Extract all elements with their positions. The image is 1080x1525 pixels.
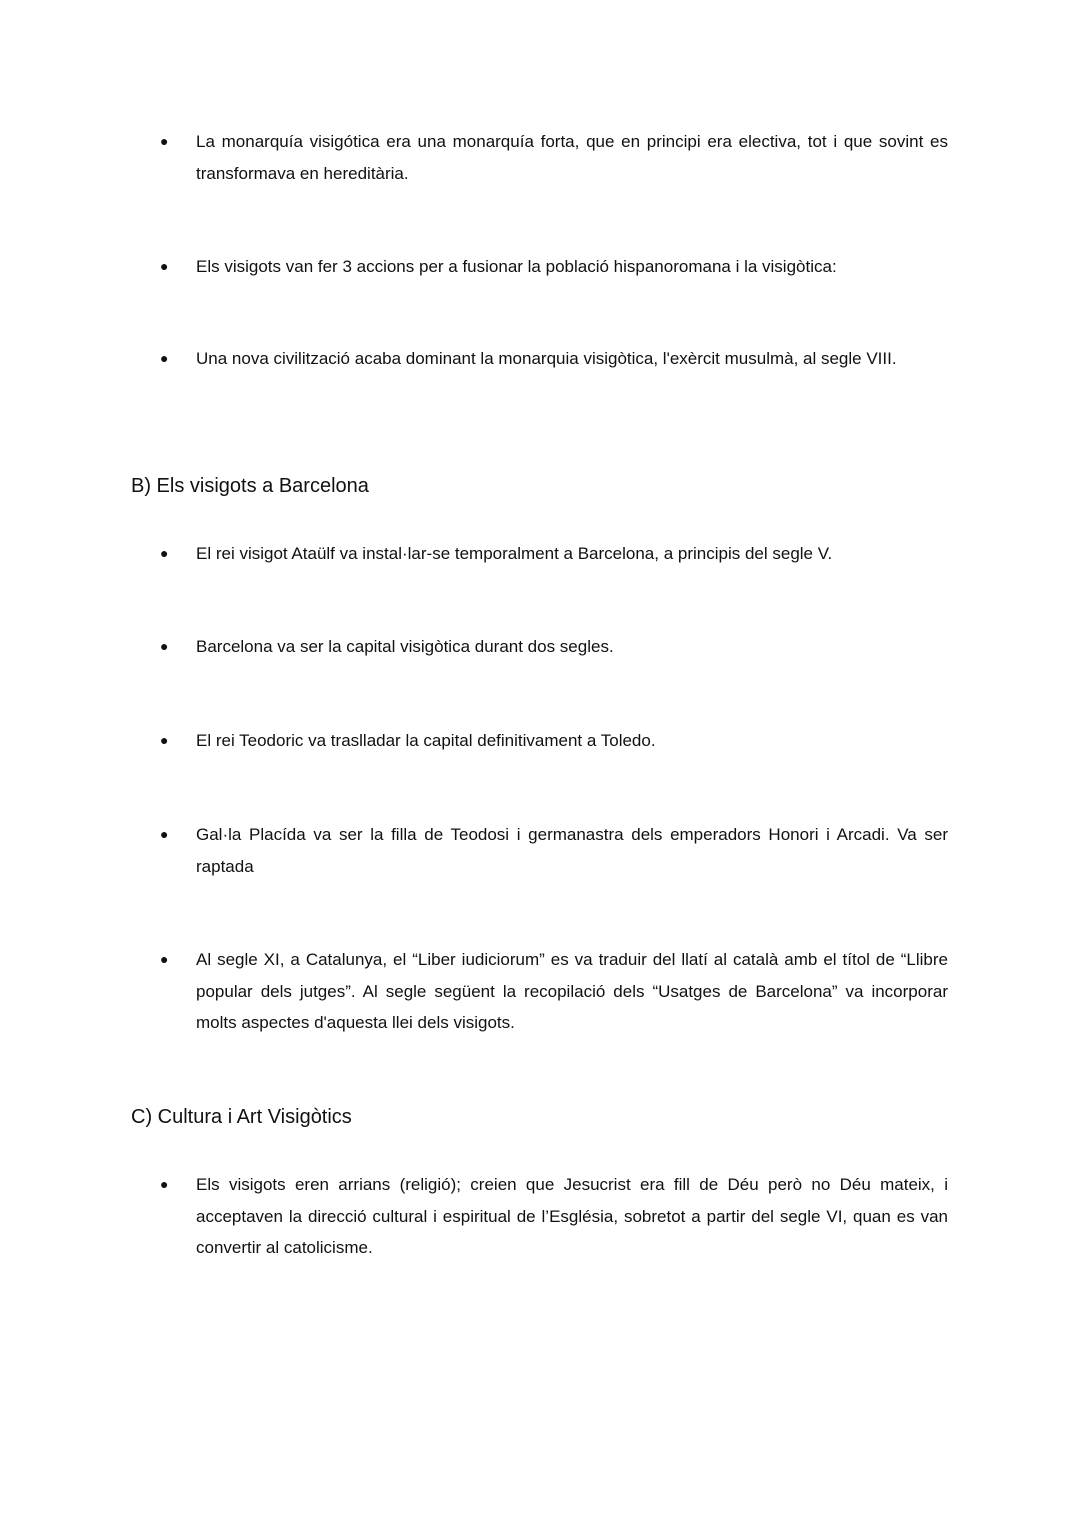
list-item (160, 725, 948, 757)
list-item-text: Els visigots van fer 3 accions per a fusionar la població hispanoromana i la visigòtica: (196, 257, 837, 276)
list-item (160, 819, 948, 882)
bullet-icon: ● (160, 133, 169, 149)
bullet-icon: ● (160, 732, 169, 748)
bullet-icon: ● (160, 826, 169, 842)
list-item-text: Gal·la Placída va ser la filla de Teodosi i germanastra dels emperadors Honori i Arcadi. Va ser raptada (196, 825, 948, 876)
list-item (160, 538, 948, 570)
list-item-text: Una nova civilització acaba dominant la monarquia visigòtica, l'exèrcit musulmà, al segle VIII. (196, 349, 897, 368)
bullet-icon: ● (160, 258, 169, 274)
list-item-text: El rei Teodoric va traslladar la capital definitivament a Toledo. (196, 731, 656, 750)
list-item-text: El rei visigot Ataülf va instal·lar-se temporalment a Barcelona, a principis del segle V. (196, 544, 833, 563)
list-item (160, 126, 948, 189)
list-item (160, 251, 948, 283)
section-heading-c: C) Cultura i Art Visigòtics (131, 1106, 352, 1128)
bullet-icon: ● (160, 545, 169, 561)
list-item (160, 944, 948, 1039)
list-item-text: La monarquía visigótica era una monarquía forta, que en principi era electiva, tot i que sovint es transformava en hereditària. (196, 132, 948, 183)
bullet-icon: ● (160, 951, 169, 967)
bullet-icon: ● (160, 1176, 169, 1192)
list-item-text: Els visigots eren arrians (religió); creien que Jesucrist era fill de Déu però no Déu mateix, i acceptaven la direcció cultural i espiritual de l’Església, sobretot a partir del segle VI, quan es van convertir al catolicisme. (196, 1175, 948, 1257)
list-item (160, 631, 948, 663)
bullet-icon: ● (160, 638, 169, 654)
bullet-icon: ● (160, 350, 169, 366)
list-item (160, 343, 948, 375)
list-item-text: Al segle XI, a Catalunya, el “Liber iudiciorum” es va traduir del llatí al català amb el títol de “Llibre popular dels jutges”. Al segle següent la recopilació dels “Usatges de Barcelona” va incorporar molts aspectes d'aquesta llei dels visigots. (196, 950, 948, 1032)
section-heading-b: B) Els visigots a Barcelona (131, 475, 369, 497)
list-item-text: Barcelona va ser la capital visigòtica durant dos segles. (196, 637, 614, 656)
list-item (160, 1169, 948, 1264)
